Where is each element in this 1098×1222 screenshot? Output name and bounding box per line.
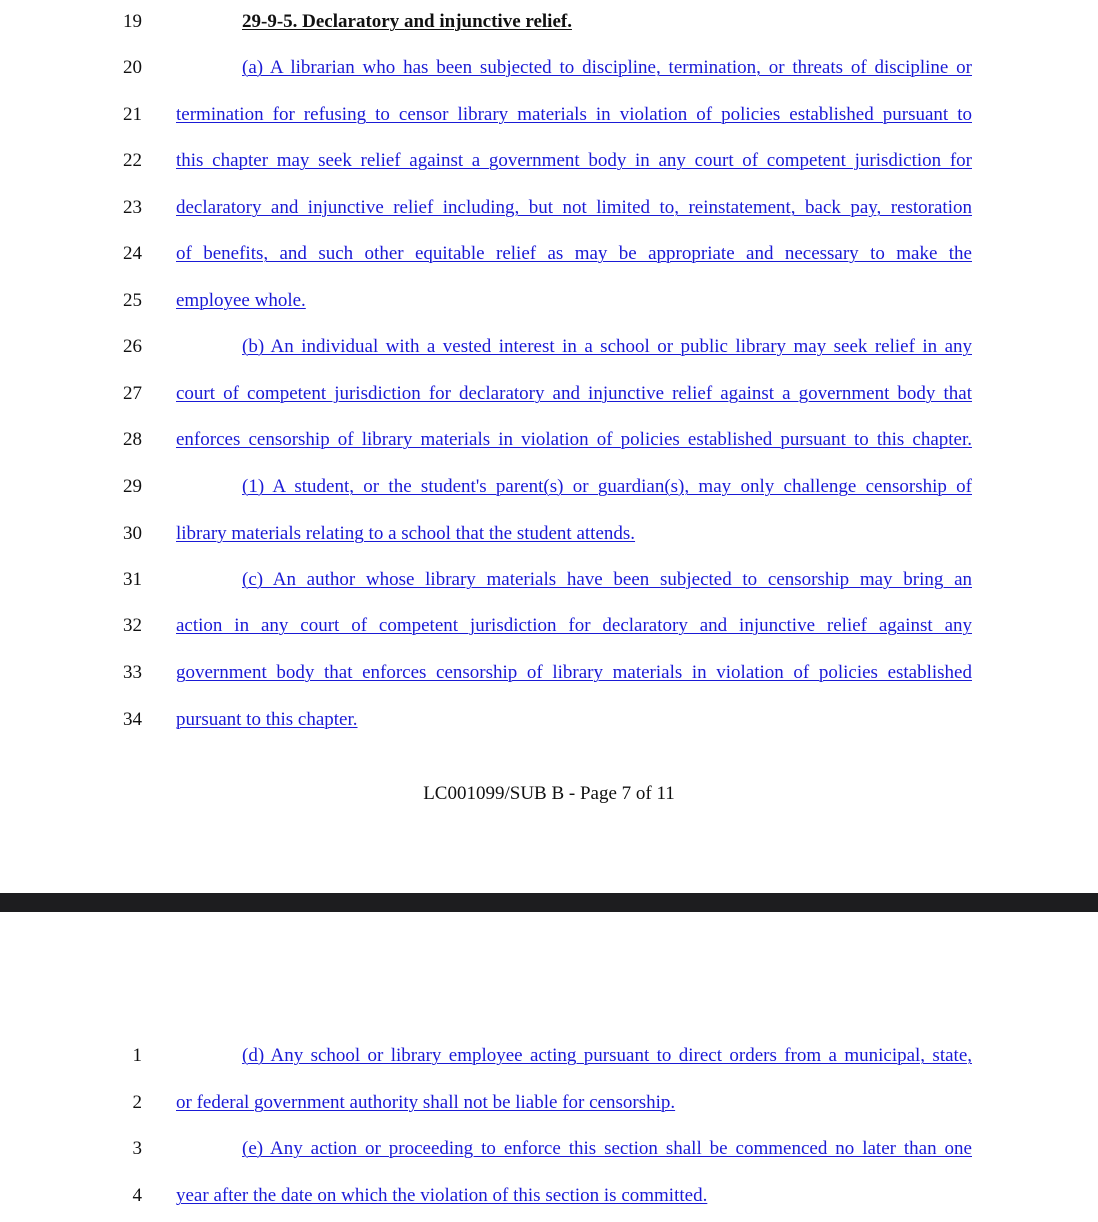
line-text: government body that enforces censorship of library materials in violation of policies established: [176, 662, 972, 683]
line-text: termination for refusing to censor library materials in violation of policies established pursuant to: [176, 104, 972, 125]
line-text: employee whole.: [176, 290, 306, 311]
line-text: pursuant to this chapter.: [176, 709, 358, 730]
line-number: 22: [123, 150, 142, 171]
line-number: 24: [123, 243, 142, 264]
line-text: declaratory and injunctive relief including, but not limited to, reinstatement, back pay, restoration: [176, 197, 972, 218]
page-footer: LC001099/SUB B - Page 7 of 11: [423, 783, 675, 804]
line-20: [0, 53, 1098, 83]
line-24: [0, 239, 1098, 269]
line-number: 19: [123, 11, 142, 32]
line-number: 28: [123, 429, 142, 450]
line-text: of benefits, and such other equitable relief as may be appropriate and necessary to make the: [176, 243, 972, 264]
line-number: 1: [132, 1045, 142, 1066]
line-21: [0, 100, 1098, 130]
line-34: [0, 705, 1098, 735]
line-text: (b) An individual with a vested interest in a school or public library may seek relief in any: [242, 336, 972, 357]
line-number: 4: [132, 1185, 142, 1206]
line-27: [0, 379, 1098, 409]
line-text: (d) Any school or library employee acting pursuant to direct orders from a municipal, state,: [242, 1045, 972, 1066]
line-number: 3: [132, 1138, 142, 1159]
line-number: 31: [123, 569, 142, 590]
line-text: action in any court of competent jurisdiction for declaratory and injunctive relief against any: [176, 615, 972, 636]
line-number: 33: [123, 662, 142, 683]
line-number: 2: [132, 1092, 142, 1113]
line-number: 32: [123, 615, 142, 636]
line-4: [0, 1181, 1098, 1211]
line-23: [0, 193, 1098, 223]
line-text: or federal government authority shall not be liable for censorship.: [176, 1092, 676, 1113]
line-number: 27: [123, 383, 142, 404]
line-22: [0, 146, 1098, 176]
line-32: [0, 611, 1098, 641]
line-number: 30: [123, 523, 142, 544]
document-page-8: [0, 912, 1098, 1222]
line-number: 29: [123, 476, 142, 497]
line-text: (e) Any action or proceeding to enforce this section shall be commenced no later than one: [242, 1138, 972, 1159]
line-number: 21: [123, 104, 142, 125]
line-text: enforces censorship of library materials in violation of policies established pursuant to this chapter.: [176, 429, 972, 450]
line-number: 34: [123, 709, 142, 730]
line-26: [0, 332, 1098, 362]
line-25: [0, 286, 1098, 316]
line-text: library materials relating to a school that the student attends.: [176, 523, 636, 544]
line-number: 20: [123, 57, 142, 78]
line-text: (a) A librarian who has been subjected to discipline, termination, or threats of discipline or: [242, 57, 972, 78]
line-31: [0, 565, 1098, 595]
line-1: [0, 1041, 1098, 1071]
line-28: [0, 425, 1098, 455]
line-33: [0, 658, 1098, 688]
line-19: [0, 7, 1098, 37]
line-number: 23: [123, 197, 142, 218]
section-heading: 29-9-5. Declaratory and injunctive relief.: [242, 11, 572, 32]
page-divider: [0, 893, 1098, 912]
line-30: [0, 519, 1098, 549]
line-text: court of competent jurisdiction for declaratory and injunctive relief against a government body that: [176, 383, 972, 404]
line-text: this chapter may seek relief against a government body in any court of competent jurisdiction for: [176, 150, 972, 171]
line-text: (c) An author whose library materials have been subjected to censorship may bring an: [242, 569, 972, 590]
line-text: year after the date on which the violation of this section is committed.: [176, 1185, 708, 1206]
line-3: [0, 1134, 1098, 1164]
line-text: (1) A student, or the student's parent(s) or guardian(s), may only challenge censorship of: [242, 476, 972, 497]
line-number: 25: [123, 290, 142, 311]
line-2: [0, 1088, 1098, 1118]
line-number: 26: [123, 336, 142, 357]
line-29: [0, 472, 1098, 502]
